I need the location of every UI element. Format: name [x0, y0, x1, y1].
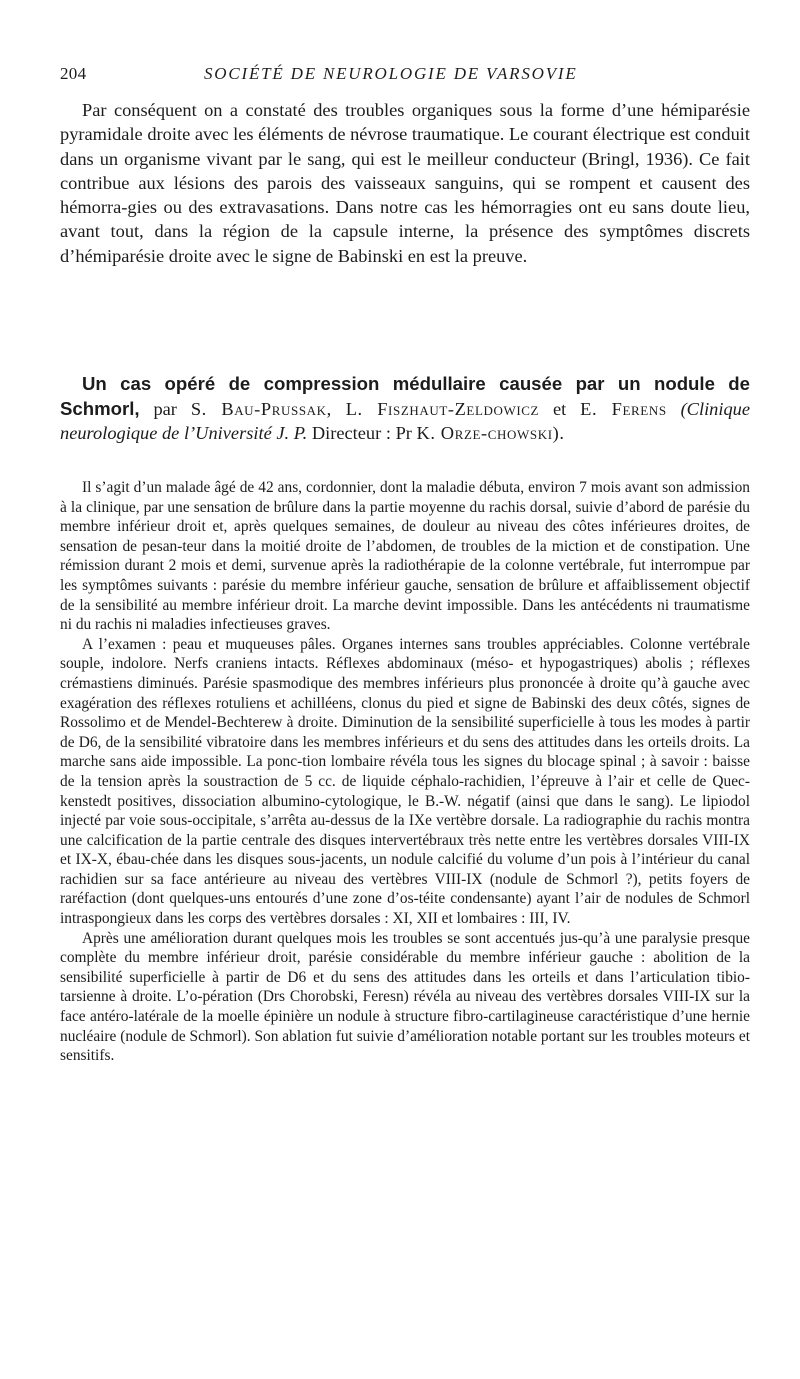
- article-body: [60, 478, 750, 1066]
- author-conjunction: et: [552, 398, 567, 419]
- director-title: Pr: [395, 423, 412, 444]
- director-label: Directeur :: [311, 423, 391, 444]
- author-3: E. Ferens: [580, 398, 667, 419]
- article-title: Un cas opéré de compression médullaire causée par un nodule de Schmorl,: [60, 373, 750, 419]
- body-paragraph-examination: A l’examen : peau et muqueuses pâles. Organes internes sans troubles appréciables. Colonne vertébrale souple, indolore. Nerfs craniens intacts. Réflexes abdominaux (méso- et hypogastriques) abolis ; réflexes crémastiens diminués. Parésie spasmodique des membres inférieurs plus prononcée à droite qu’à gauche avec exagération des réflexes rotuliens et achilléens, clonus du pied et signe de Babinski des deux côtés, signes de Rossolimo et de Mendel-Bechterew à droite. Diminution de la sensibilité superficielle à tous les modes à partir de D6, de la sensibilité vibratoire dans les membres inférieurs et du sens des attitudes dans les orteils droits. La marche sans aide impossible. La ponc-tion lombaire révéla tous les signes du blocage spinal ; à savoir : baisse de la tension après la soustraction de 5 cc. de liquide céphalo-rachidien, l’épreuve à l’air et celle de Quec-kenstedt positives, dissociation albumino-cytologique, le B.-W. négatif (ainsi que dans le sang). Le lipiodol injecté par voie sous-occipitale, s’arrêta au-dessus de la IXe vertèbre dorsale. La radiographie du rachis montra une calcification de la partie centrale des disques intervertébraux très nette entre les vertèbres dorsales VIII-IX et IX-X, ébau-chée dans les disques sous-jacents, un nodule calcifié du volume d’un pois à l’intérieur du canal rachidien sur sa face antérieure au niveau des vertèbres VIII-IX (nodule de Schmorl ?), petits foyers de raréfaction (dont quelques-uns entourés d’une zone d’os-téite condensante) ayant l’air de nodules de Schmorl intraspongieux dans les corps des vertèbres dorsales : XI, XII et lombaires : III, IV.: [60, 635, 750, 928]
- running-title: SOCIÉTÉ DE NEUROLOGIE DE VARSOVIE: [204, 64, 578, 83]
- director-name: K. Orze-chowski).: [416, 423, 565, 444]
- body-paragraph-history: Il s’agit d’un malade âgé de 42 ans, cordonnier, dont la maladie débuta, environ 7 mois avant son admission à la clinique, par une sensation de brûlure dans la partie moyenne du rachis dorsal, suivie d’abord de parésie du membre inférieur droit et, après quelques semaines, de douleur au niveau des côtes inférieures droites, de sensation de pesan-teur dans la moitié droite de l’abdomen, de troubles de la miction et de constipation. Une rémission durant 2 mois et demi, survenue après la radiothérapie de la colonne vertébrale, fut interrompue par les symptômes suivants : parésie du membre inférieur gauche, sensation de brûlure et affaiblissement objectif de la sensibilité au membre inférieur droit. La marche devint impossible. Dans les antécédents ni traumatisme ni du rachis ni maladies infectieuses graves.: [60, 479, 750, 634]
- intro-paragraph: Par conséquent on a constaté des troubles organiques sous la forme d’une hémiparésie pyramidale droite avec les éléments de névrose traumatique. Le courant électrique est conduit dans un organisme vivant par le sang, qui est le meilleur conducteur (Bringl, 1936). Ce fait contribue aux lésions des parois des vaisseaux sanguins, qui se rompent et causent des hémorra-gies ou des extravasations. Dans notre cas les hémorragies ont eu sans doute lieu, avant tout, dans la région de la capsule interne, la présence des symptômes discrets d’hémiparésie droite avec le signe de Babinski en est la preuve.: [60, 100, 750, 266]
- body-paragraph-outcome: Après une amélioration durant quelques mois les troubles se sont accentués jus-qu’à une paralysie presque complète du membre inférieur droit, parésie considérable du membre inférieur gauche : abolition de la sensibilité superficielle à partir de D6 et du sens des attitudes dans les orteils et dans l’articulation tibio-tarsienne à droite. L’o-pération (Drs Chorobski, Feresn) révéla au niveau des vertèbres dorsales VIII-IX sur la face antéro-latérale de la moelle épinière un nodule à structure fibro-cartilagineuse caractéristique d’une hernie nucléaire (nodule de Schmorl). Son ablation fut suivie d’amélioration notable portant sur les troubles moteurs et sensitifs.: [60, 929, 750, 1065]
- author-1: S. Bau-Prussak,: [190, 398, 332, 419]
- article-heading: [60, 372, 750, 446]
- affiliation: (Clinique neurologique de l’Université J. P.: [60, 398, 751, 444]
- byline-by: par: [153, 398, 177, 419]
- page-number: 204: [60, 64, 87, 83]
- running-header: [60, 64, 750, 88]
- author-2: L. Fiszhaut-Zeldowicz: [345, 398, 540, 419]
